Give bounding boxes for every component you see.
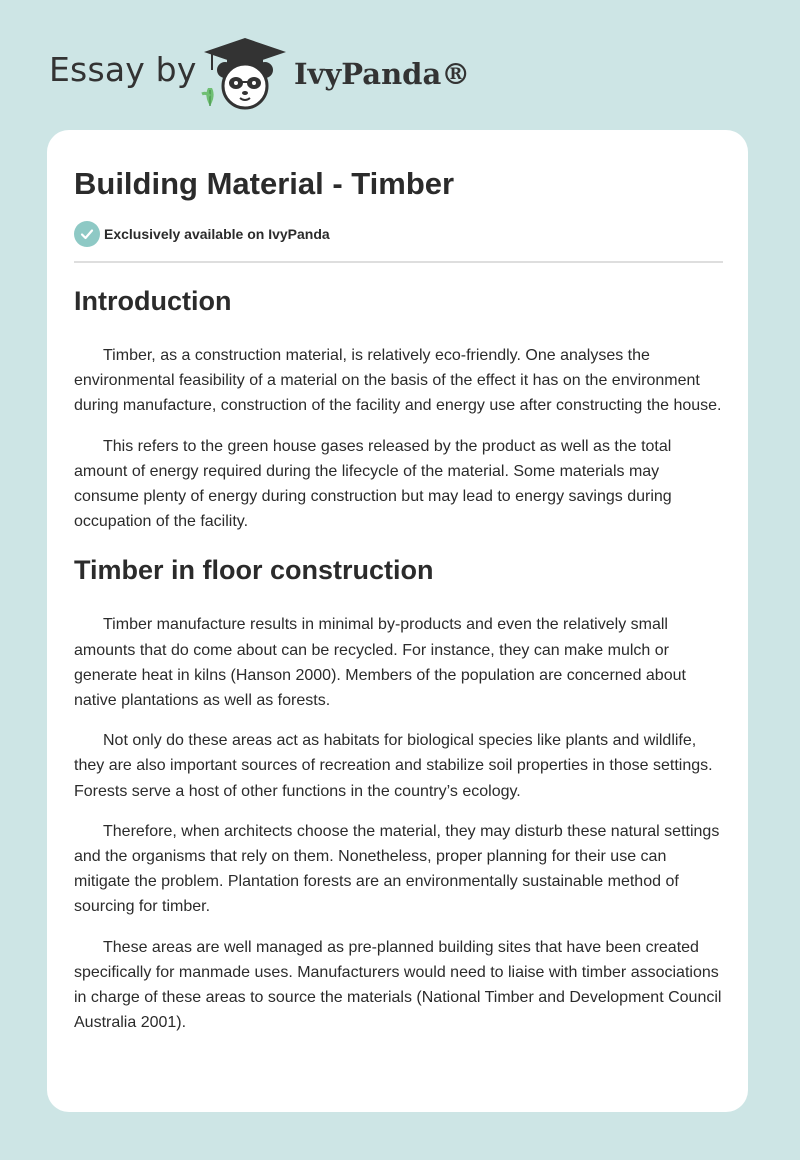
paragraph: Timber, as a construction material, is relatively eco-friendly. One analyses the environmental feasibility of a material on the basis of the effect it has on the environment during manufacture, construction of the facility and energy use after constructing the house. [74,347,722,415]
paragraph: Not only do these areas act as habitats for biological species like plants and wildlife, they are also important sources of recreation and stabilize soil properties in those settings. Forests serve a host of other functions in the country’s ecology. [74,732,713,800]
essay-card [47,130,748,1112]
check-icon [74,221,100,247]
section-heading-introduction: Introduction [74,286,232,316]
exclusive-label: Exclusively available on IvyPanda [104,226,330,242]
exclusive-badge [74,221,330,247]
page-title: Building Material - Timber [74,166,455,201]
brand-name[interactable]: IvyPanda® [294,57,471,91]
site-header [0,0,800,130]
paragraph: Timber manufacture results in minimal by-products and even the relatively small amounts that do come about can be recycled. For instance, they can make mulch or generate heat in kilns (Hanson 2000). Members of the population are concerned about native plantations as well as forests. [74,616,686,710]
panda-logo-icon[interactable] [200,36,290,110]
essay-by-label: Essay by [49,50,197,89]
essay-content [74,282,724,1035]
section-heading-timber-floor: Timber in floor construction [74,555,434,586]
paragraph: Therefore, when architects choose the material, they may disturb these natural settings and the organisms that rely on them. Nonetheless, proper planning for their use can mitigate the problem. Plantation forests are an environmentally sustainable method of sourcing for timber. [74,822,720,916]
paragraph: These areas are well managed as pre-planned building sites that have been created specifically for manmade uses. Manufacturers would need to liaise with timber associations in charge of these areas to source the materials (National Timber and Development Council Australia 2001). [74,938,722,1032]
divider [74,261,723,263]
paragraph: This refers to the green house gases released by the product as well as the total amount of energy required during the lifecycle of the material. Some materials may consume plenty of energy during construction but may lead to energy savings during occupation of the facility. [74,437,672,531]
